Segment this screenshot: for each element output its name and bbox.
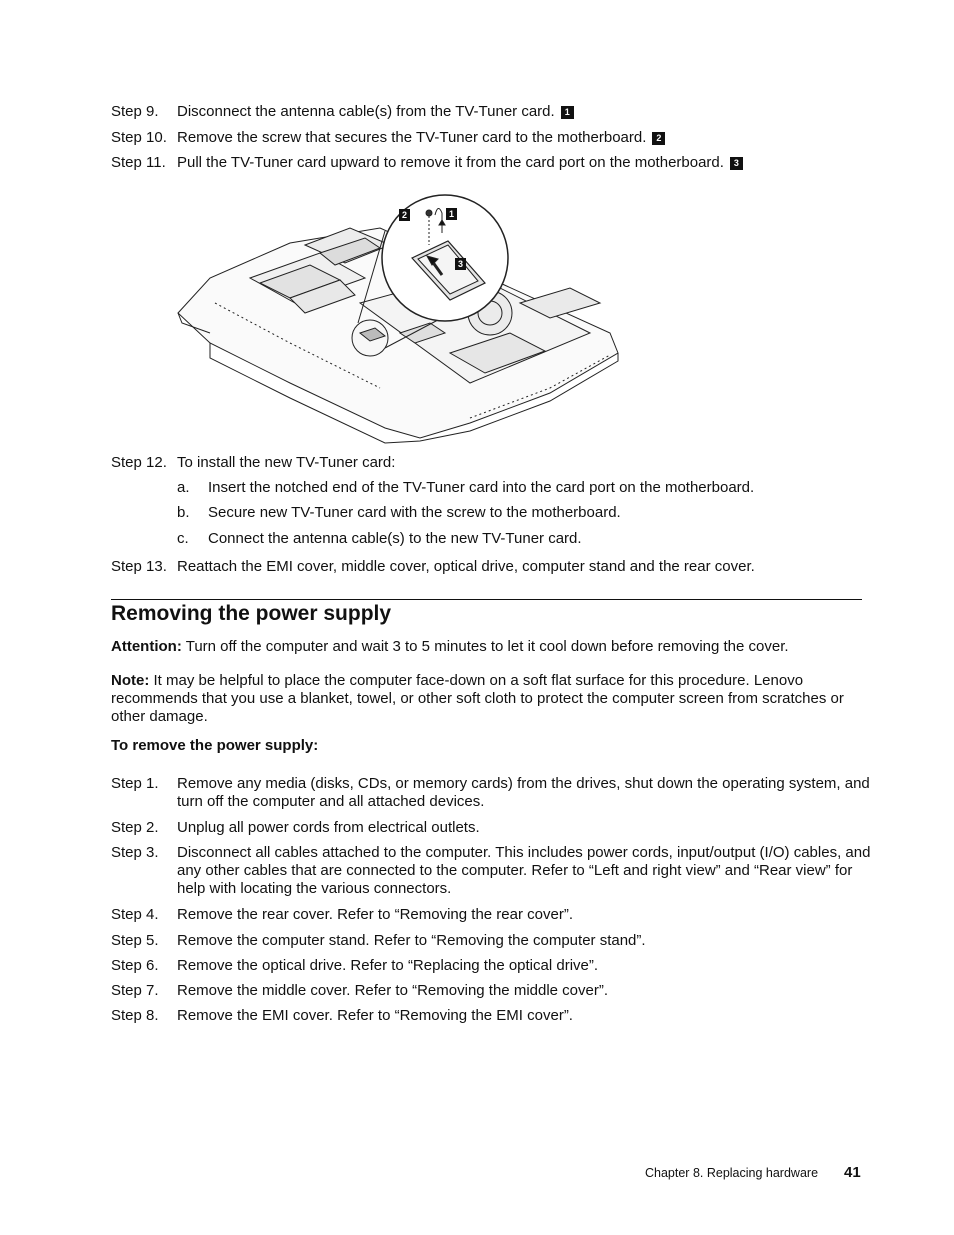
ps-step-4 [111,906,871,924]
attention-paragraph [111,638,871,656]
step-label: Step 11. [111,154,166,171]
step-label: Step 13. [111,558,167,575]
attention-label: Attention: [111,638,182,655]
step-text: Remove the screw that secures the TV-Tuner card to the motherboard. [177,129,647,146]
substep-label: c. [177,530,189,547]
ps-step-3 [111,844,871,898]
step-text: To install the new TV-Tuner card: [177,454,396,471]
substep-label: a. [177,479,190,496]
procedure-title: To remove the power supply: [111,737,319,754]
step-label: Step 12. [111,454,167,471]
step-10 [111,129,871,147]
step-text: Remove the EMI cover. Refer to “Removing the EMI cover”. [177,1007,573,1024]
substep-a [177,479,877,497]
step-text: Remove the rear cover. Refer to “Removing the rear cover”. [177,906,573,923]
ps-step-2 [111,819,871,837]
note-text: It may be helpful to place the computer face-down on a soft flat surface for this procedure. Lenovo recommends that you use a blanket, towel, or other soft cloth to protect the computer screen from scratches or other damage. [111,672,844,725]
substep-label: b. [177,504,190,521]
step-11 [111,154,871,172]
note-paragraph [111,672,871,726]
step-text: Pull the TV-Tuner card upward to remove it from the card port on the motherboard. [177,154,724,171]
step-text: Remove any media (disks, CDs, or memory cards) from the drives, shut down the operating system, and turn off the computer and all attached devices. [177,775,870,810]
step-label: Step 4. [111,906,159,923]
step-text: Disconnect all cables attached to the computer. This includes power cords, input/output (I/O) cables, and any other cables that are connected to the computer. Refer to “Left and right view” and “Rear view” for help with locating the various connectors. [177,844,871,897]
substep-text: Secure new TV-Tuner card with the screw to the motherboard. [208,504,621,521]
step-label: Step 10. [111,129,167,146]
ps-step-7 [111,982,871,1000]
step-text: Remove the computer stand. Refer to “Removing the computer stand”. [177,932,646,949]
step-label: Step 8. [111,1007,159,1024]
tv-tuner-removal-illustration [170,183,630,448]
step-text: Reattach the EMI cover, middle cover, optical drive, computer stand and the rear cover. [177,558,755,575]
substep-text: Insert the notched end of the TV-Tuner card into the card port on the motherboard. [208,479,755,496]
step-label: Step 2. [111,819,159,836]
step-label: Step 1. [111,775,159,792]
step-label: Step 7. [111,982,159,999]
callout-badge: 2 [652,132,665,145]
substep-text: Connect the antenna cable(s) to the new TV-Tuner card. [208,530,582,547]
substep-c [177,530,877,548]
step-label: Step 6. [111,957,159,974]
note-label: Note: [111,672,150,689]
step-12 [111,454,871,472]
step-13 [111,558,871,576]
ps-step-5 [111,932,871,950]
step-label: Step 9. [111,103,159,120]
substep-b [177,504,877,522]
step-text: Unplug all power cords from electrical outlets. [177,819,480,836]
attention-text: Turn off the computer and wait 3 to 5 minutes to let it cool down before removing the cover. [185,638,789,655]
figure-callout-1: 1 [448,209,455,219]
figure-callout-2: 2 [401,210,408,220]
page-number: 41 [844,1164,861,1181]
ps-step-6 [111,957,871,975]
footer-chapter: Chapter 8. Replacing hardware [645,1166,819,1180]
step-9 [111,103,871,121]
step-label: Step 5. [111,932,159,949]
callout-badge: 1 [561,106,574,119]
step-text: Remove the optical drive. Refer to “Replacing the optical drive”. [177,957,599,974]
ps-step-1 [111,775,871,811]
step-text: Remove the middle cover. Refer to “Removing the middle cover”. [177,982,609,999]
figure-callout-3: 3 [457,259,464,269]
ps-step-8 [111,1007,871,1025]
step-label: Step 3. [111,844,159,861]
section-title: Removing the power supply [111,602,392,625]
callout-badge: 3 [730,157,743,170]
section-divider [111,599,862,600]
step-text: Disconnect the antenna cable(s) from the TV-Tuner card. [177,103,555,120]
